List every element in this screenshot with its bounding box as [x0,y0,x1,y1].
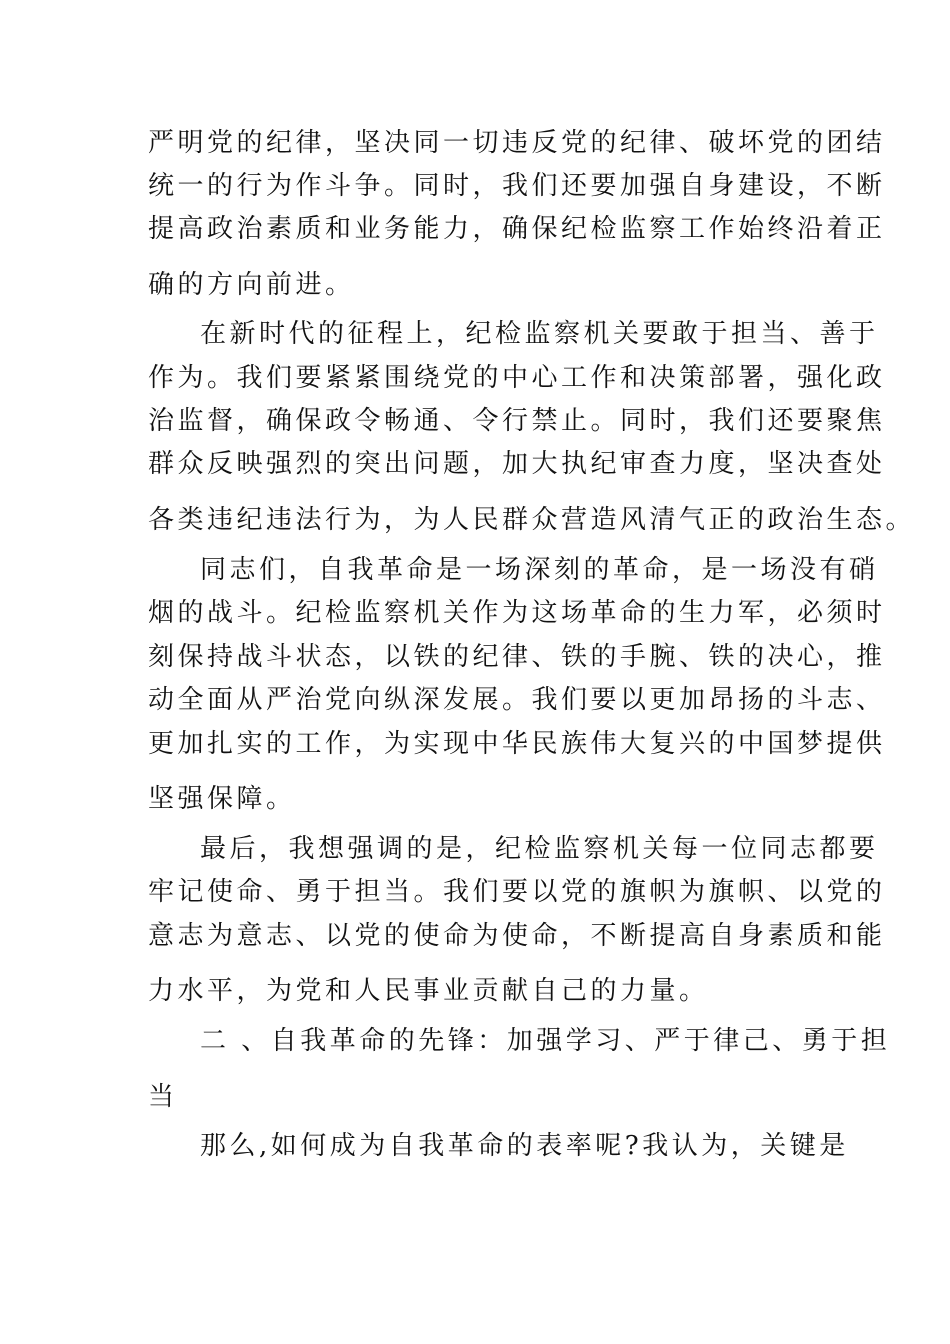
text-line: 严明党的纪律，坚决同一切违反党的纪律、破坏党的团结 [148,128,886,158]
text-line: 治监督，确保政令畅通、令行禁止。同时，我们还要聚焦 [148,406,886,436]
text-line: 坚强保障。 [148,784,296,814]
text-line: 更加扎实的工作，为实现中华民族伟大复兴的中国梦提供 [148,729,886,759]
text-line: 刻保持战斗状态，以铁的纪律、铁的手腕、铁的决心，推 [148,642,886,672]
text-line: 作为。我们要紧紧围绕党的中心工作和决策部署，强化政 [148,363,886,393]
text-line: 确的方向前进。 [148,270,355,300]
text-line: 群众反映强烈的突出问题，加大执纪审查力度，坚决查处 [148,449,886,479]
text-line: 烟的战斗。纪检监察机关作为这场革命的生力军，必须时 [148,598,886,628]
paragraph-first-line: 那么,如何成为自我革命的表率呢?我认为，关键是 [200,1131,849,1161]
text-line: 牢记使命、勇于担当。我们要以党的旗帜为旗帜、以党的 [148,877,886,907]
section-heading: 二 、自我革命的先锋：加强学习、严于律己、勇于担 [200,1026,891,1056]
text-line: 动全面从严治党向纵深发展。我们要以更加昂扬的斗志、 [148,685,886,715]
section-heading-continuation: 当 [148,1082,178,1112]
text-line: 提高政治素质和业务能力，确保纪检监察工作始终沿着正 [148,214,886,244]
paragraph-first-line: 最后，我想强调的是，纪检监察机关每一位同志都要 [200,834,879,864]
text-line: 意志为意志、以党的使命为使命，不断提高自身素质和能 [148,921,886,951]
paragraph-first-line: 同志们，自我革命是一场深刻的革命，是一场没有硝 [200,555,879,585]
text-line: 统一的行为作斗争。同时，我们还要加强自身建设，不断 [148,171,886,201]
text-line: 力水平，为党和人民事业贡献自己的力量。 [148,976,709,1006]
paragraph-first-line: 在新时代的征程上，纪检监察机关要敢于担当、善于 [200,319,879,349]
text-line: 各类违纪违法行为，为人民群众营造风清气正的政治生态。 [148,505,916,535]
